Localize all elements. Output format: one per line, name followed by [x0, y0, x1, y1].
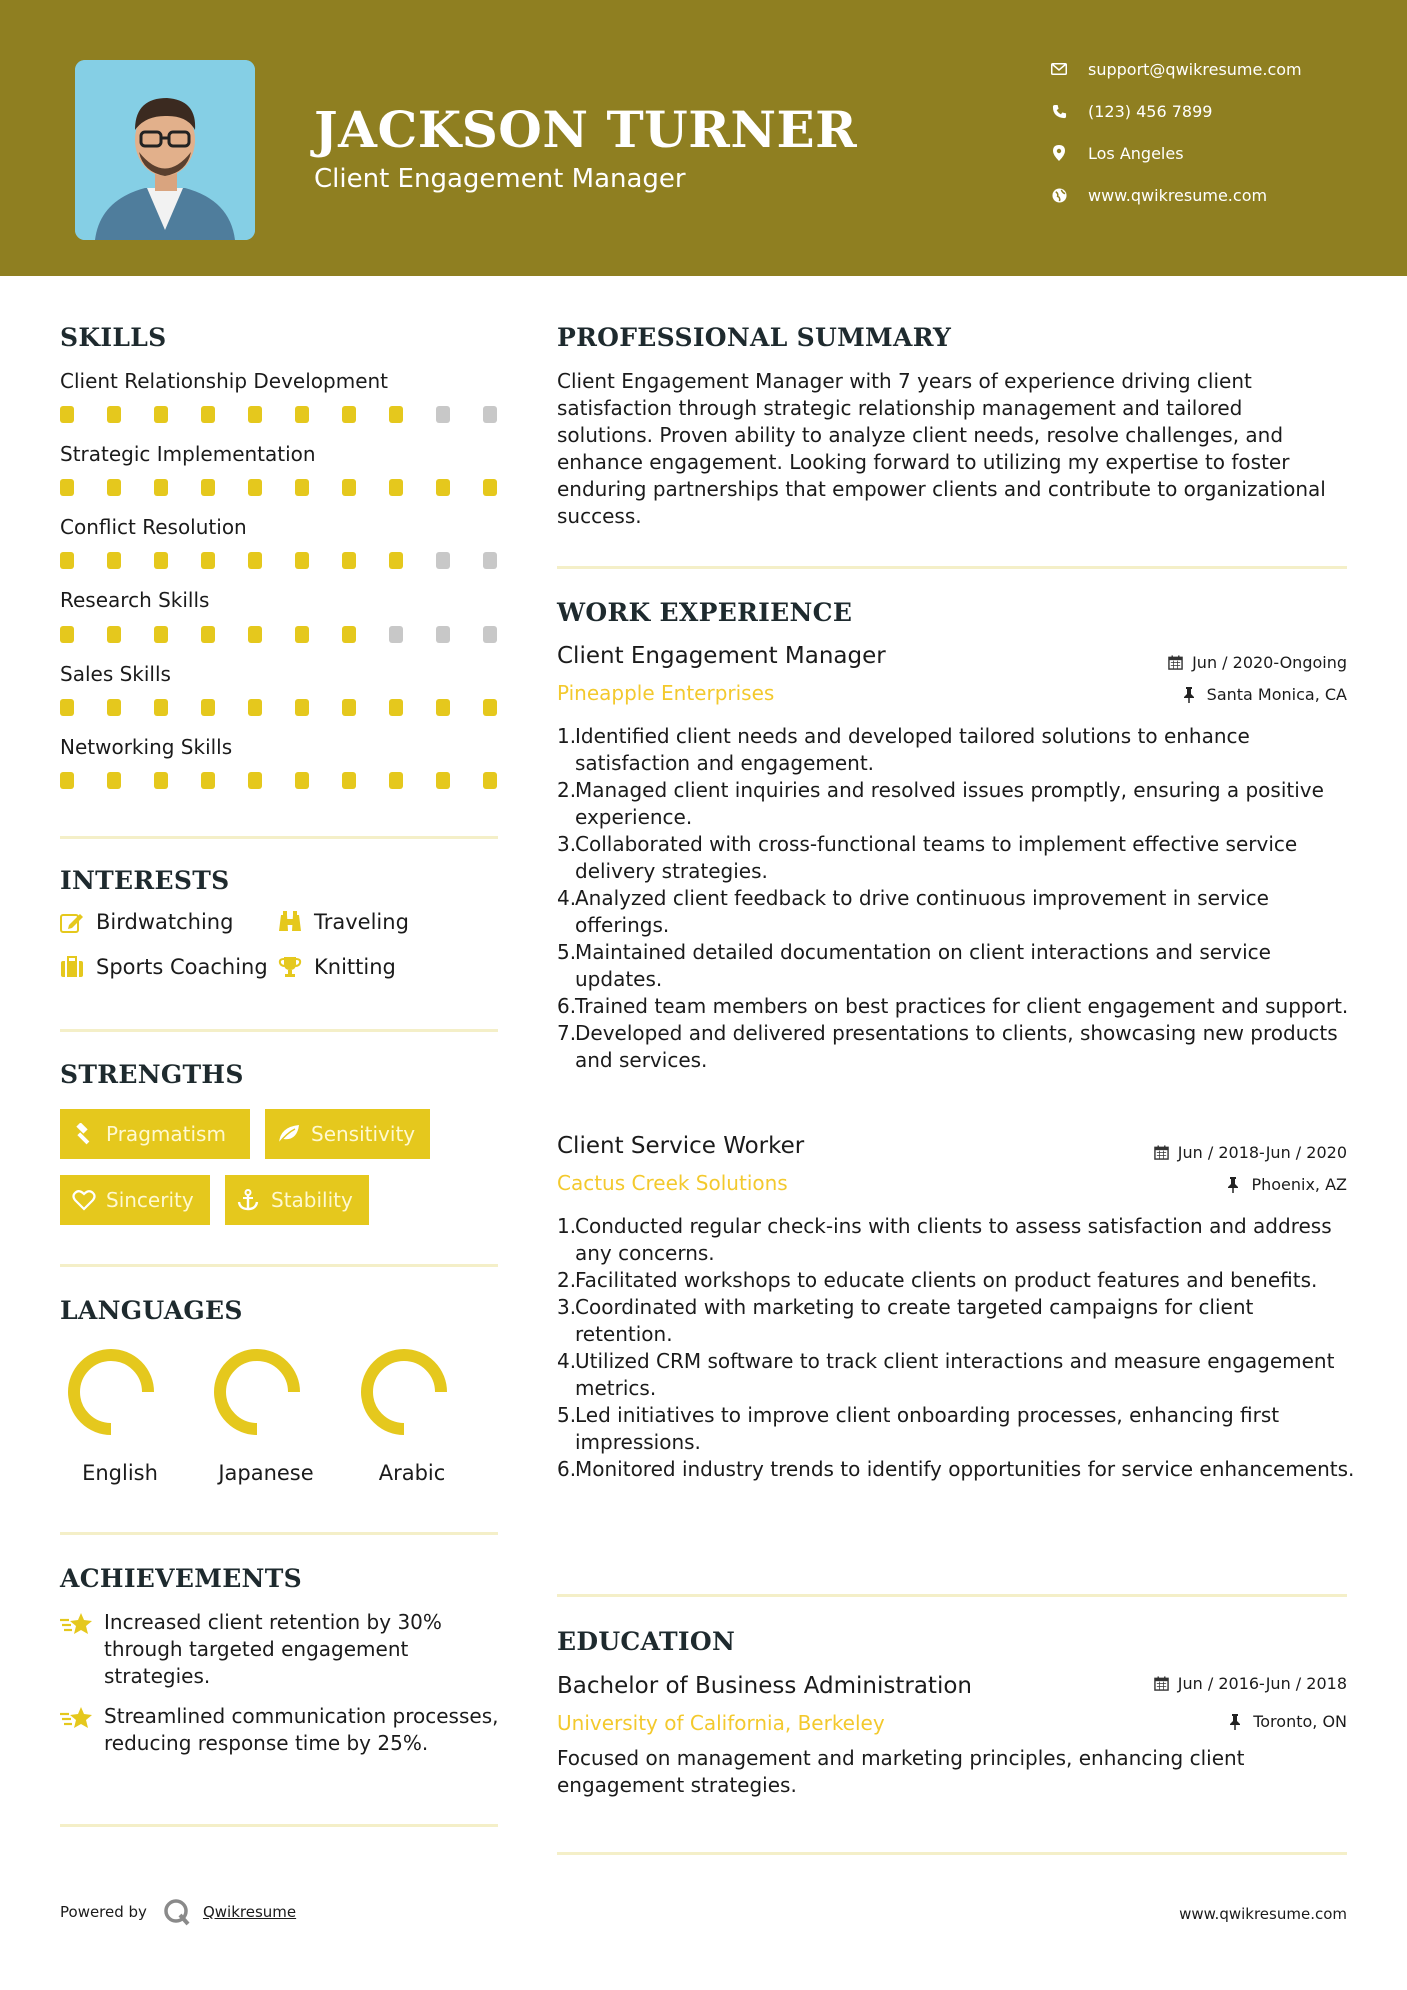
skill-dot-filled [154, 699, 168, 716]
duty-item: 1. Conducted regular check-ins with clients to assess satisfaction and address any concerns. [557, 1214, 1332, 1265]
job-location-text: Santa Monica, CA [1206, 685, 1347, 704]
education-description: Focused on management and marketing principles, enhancing client engagement strategies. [557, 1746, 1245, 1797]
skill-rating [60, 479, 500, 496]
contact-email-text: support@qwikresume.com [1088, 59, 1302, 79]
skill-label: Conflict Resolution [60, 515, 247, 539]
degree-title: Bachelor of Business Administration [557, 1673, 972, 1699]
job-location [1183, 685, 1347, 704]
skill-dot-filled [248, 552, 262, 569]
language-gauge [211, 1346, 303, 1442]
skill-dot-filled [295, 626, 309, 643]
skill-dot-filled [154, 772, 168, 789]
section-divider [60, 836, 498, 839]
contact-location [1050, 140, 1184, 166]
skill-dot-filled [107, 626, 121, 643]
strength-label: Sincerity [106, 1188, 194, 1212]
strength-badge [225, 1175, 369, 1225]
contact-website[interactable] [1050, 182, 1267, 208]
skill-dot-filled [201, 699, 215, 716]
map-pin-icon [1050, 144, 1068, 162]
duty-item: 4. Utilized CRM software to track client interactions and measure engagement metrics. [557, 1349, 1335, 1400]
duty-item: 3. Collaborated with cross-functional teams to implement effective service delivery strategies. [557, 832, 1298, 883]
profile-photo [75, 60, 255, 240]
skill-dot-filled [342, 772, 356, 789]
duty-item: 2. Managed client inquiries and resolved issues promptly, ensuring a positive experience. [557, 778, 1324, 829]
candidate-title: Client Engagement Manager [314, 164, 686, 194]
strengths-heading: STRENGTHS [60, 1060, 244, 1089]
education-date-text: Jun / 2016-Jun / 2018 [1177, 1674, 1347, 1693]
shooting-star-icon [60, 1611, 96, 1690]
skill-rating [60, 772, 500, 789]
strength-badge [60, 1109, 250, 1159]
skill-label: Sales Skills [60, 662, 171, 686]
skill-dot-filled [60, 552, 74, 569]
strength-badge [265, 1109, 430, 1159]
duty-item: 6. Trained team members on best practices for client engagement and support. [557, 994, 1349, 1018]
interests-heading: INTERESTS [60, 866, 230, 895]
job-date [1154, 1143, 1347, 1162]
interest-label: Traveling [314, 910, 409, 934]
interest-label: Knitting [314, 955, 396, 979]
school-name: University of California, Berkeley [557, 1711, 885, 1735]
skill-dot-filled [201, 626, 215, 643]
skill-dot-filled [60, 406, 74, 423]
skill-dot-filled [201, 772, 215, 789]
skill-dot-filled [295, 552, 309, 569]
footer-powered-by [60, 1898, 296, 1926]
skill-label: Strategic Implementation [60, 442, 316, 466]
skill-dot-filled [483, 699, 497, 716]
anchor-icon [237, 1188, 261, 1212]
skill-dot-filled [436, 479, 450, 496]
skill-dot-filled [342, 699, 356, 716]
skill-dot-empty [436, 552, 450, 569]
globe-icon [1050, 186, 1068, 204]
pencil-square-icon [60, 910, 86, 934]
trophy-icon [278, 955, 304, 979]
section-divider [60, 1532, 498, 1535]
duty-item: 5. Maintained detailed documentation on client interactions and service updates. [557, 940, 1271, 991]
skill-dot-filled [389, 772, 403, 789]
interest-label: Birdwatching [96, 910, 234, 934]
job-duties [557, 1213, 1355, 1483]
duty-item: 5. Led initiatives to improve client onboarding processes, enhancing first impressions. [557, 1403, 1280, 1454]
skill-dot-filled [389, 699, 403, 716]
skill-rating [60, 626, 500, 643]
language-label: Arabic [378, 1461, 446, 1485]
skill-dot-filled [436, 772, 450, 789]
skill-dot-filled [295, 479, 309, 496]
summary-heading: PROFESSIONAL SUMMARY [557, 323, 952, 352]
pushpin-icon [1183, 687, 1199, 703]
strength-label: Pragmatism [106, 1122, 226, 1146]
qwikresume-logo-icon [163, 1898, 191, 1926]
job-location [1227, 1175, 1347, 1194]
resume-header [0, 0, 1407, 276]
interest-label: Sports Coaching [96, 955, 268, 979]
briefcase-icon [60, 955, 86, 979]
skill-dot-filled [248, 406, 262, 423]
language-gauge [65, 1346, 157, 1442]
skill-dot-filled [295, 772, 309, 789]
strength-label: Sensitivity [311, 1122, 416, 1146]
skill-rating [60, 406, 500, 423]
job-date-text: Jun / 2018-Jun / 2020 [1177, 1143, 1347, 1162]
duty-item: 7. Developed and delivered presentations to clients, showcasing new products and services. [557, 1021, 1338, 1072]
strength-label: Stability [271, 1188, 353, 1212]
skill-dot-filled [295, 406, 309, 423]
skill-dot-empty [436, 406, 450, 423]
summary-text: Client Engagement Manager with 7 years of experience driving client satisfaction through strategic relationship management and tailored solutions. Proven ability to analyze client needs, resolve challenges, and enhance engagement. Looking forward to utilizing my expertise to foster enduring partnerships that empower clients and contribute to organizational success. [557, 369, 1326, 528]
section-divider [557, 566, 1347, 569]
leaf-icon [277, 1122, 301, 1146]
language-arc [74, 1355, 148, 1429]
job-duties [557, 723, 1355, 1074]
duty-item: 2. Facilitated workshops to educate clients on product features and benefits. [557, 1268, 1318, 1292]
achievement-item [60, 1703, 500, 1757]
contact-website-text: www.qwikresume.com [1088, 185, 1268, 205]
skill-dot-filled [154, 552, 168, 569]
phone-icon [1050, 102, 1068, 120]
binoculars-icon [278, 910, 304, 934]
language-label: English [82, 1461, 158, 1485]
duty-item: 3. Coordinated with marketing to create targeted campaigns for client retention. [557, 1295, 1254, 1346]
calendar-icon [1154, 1676, 1170, 1692]
skill-dot-filled [436, 699, 450, 716]
skill-dot-filled [248, 626, 262, 643]
achievement-text: Streamlined communication processes, reducing response time by 25%. [104, 1704, 499, 1755]
skill-dot-filled [248, 772, 262, 789]
skill-dot-filled [107, 479, 121, 496]
skill-dot-filled [107, 772, 121, 789]
qwikresume-link[interactable]: Qwikresume [202, 1903, 297, 1921]
skill-dot-empty [483, 552, 497, 569]
duty-item: 6. Monitored industry trends to identify opportunities for service enhancements. [557, 1457, 1355, 1481]
calendar-icon [1168, 655, 1184, 671]
contact-phone-text: (123) 456 7899 [1088, 101, 1213, 121]
achievement-text: Increased client retention by 30% through targeted engagement strategies. [104, 1610, 442, 1688]
candidate-name: JACKSON TURNER [314, 100, 858, 159]
strength-badge [60, 1175, 210, 1225]
calendar-icon [1154, 1145, 1170, 1161]
pushpin-icon [1229, 1714, 1245, 1730]
job-date [1168, 653, 1347, 672]
interest-item [60, 910, 233, 934]
duty-item: 4. Analyzed client feedback to drive continuous improvement in service offerings. [557, 886, 1269, 937]
skill-dot-filled [154, 406, 168, 423]
section-divider [60, 1824, 498, 1827]
interest-item [60, 955, 268, 979]
powered-by-text: Powered by [60, 1903, 147, 1921]
experience-heading: WORK EXPERIENCE [557, 598, 853, 627]
language-arc [220, 1355, 294, 1429]
contact-email[interactable] [1050, 56, 1302, 82]
skill-dot-filled [342, 406, 356, 423]
skill-label: Research Skills [60, 588, 210, 612]
skill-dot-filled [389, 406, 403, 423]
skill-dot-empty [436, 626, 450, 643]
interest-item [278, 955, 396, 979]
skill-rating [60, 552, 500, 569]
skill-rating [60, 699, 500, 716]
skill-dot-filled [483, 772, 497, 789]
section-divider [557, 1594, 1347, 1597]
skill-dot-filled [248, 699, 262, 716]
skill-label: Networking Skills [60, 735, 233, 759]
skill-dot-filled [107, 406, 121, 423]
education-heading: EDUCATION [557, 1627, 736, 1656]
heart-icon [72, 1188, 96, 1212]
skill-dot-filled [201, 552, 215, 569]
section-divider [60, 1029, 498, 1032]
skill-dot-empty [483, 406, 497, 423]
company-name: Pineapple Enterprises [557, 681, 775, 705]
skill-dot-filled [60, 479, 74, 496]
skill-dot-filled [60, 699, 74, 716]
duty-item: 1. Identified client needs and developed tailored solutions to enhance satisfaction and engagement. [557, 724, 1250, 775]
skill-dot-filled [60, 772, 74, 789]
skill-dot-filled [107, 699, 121, 716]
skill-dot-filled [107, 552, 121, 569]
job-title: Client Service Worker [557, 1133, 805, 1159]
skill-dot-filled [295, 699, 309, 716]
education-location-text: Toronto, ON [1253, 1712, 1347, 1731]
skill-dot-filled [154, 479, 168, 496]
job-location-text: Phoenix, AZ [1251, 1175, 1347, 1194]
skill-dot-filled [389, 479, 403, 496]
contact-location-text: Los Angeles [1088, 143, 1184, 163]
skill-dot-filled [248, 479, 262, 496]
skill-dot-filled [342, 626, 356, 643]
skill-dot-filled [483, 479, 497, 496]
section-divider [557, 1852, 1347, 1855]
languages-heading: LANGUAGES [60, 1296, 243, 1325]
achievement-item [60, 1609, 500, 1690]
education-location [1229, 1712, 1347, 1731]
skill-dot-filled [201, 479, 215, 496]
contact-phone[interactable] [1050, 98, 1212, 124]
language-label: Japanese [218, 1461, 314, 1485]
education-date [1154, 1674, 1347, 1693]
skill-dot-empty [483, 626, 497, 643]
language-arc [367, 1355, 441, 1429]
section-divider [60, 1264, 498, 1267]
footer-website[interactable]: www.qwikresume.com [1179, 1905, 1347, 1923]
job-date-text: Jun / 2020-Ongoing [1192, 653, 1347, 672]
envelope-icon [1050, 60, 1068, 78]
skill-dot-filled [60, 626, 74, 643]
language-gauge [358, 1346, 450, 1442]
skill-dot-filled [342, 479, 356, 496]
achievements-heading: ACHIEVEMENTS [60, 1564, 302, 1593]
skill-dot-filled [342, 552, 356, 569]
skill-dot-filled [154, 626, 168, 643]
skill-label: Client Relationship Development [60, 369, 389, 393]
shooting-star-icon [60, 1705, 96, 1757]
gavel-icon [72, 1122, 96, 1146]
skill-dot-filled [389, 552, 403, 569]
skills-heading: SKILLS [60, 323, 167, 352]
pushpin-icon [1227, 1177, 1243, 1193]
company-name: Cactus Creek Solutions [557, 1171, 788, 1195]
job-title: Client Engagement Manager [557, 643, 886, 669]
interest-item [278, 910, 409, 934]
skill-dot-empty [389, 626, 403, 643]
skill-dot-filled [201, 406, 215, 423]
